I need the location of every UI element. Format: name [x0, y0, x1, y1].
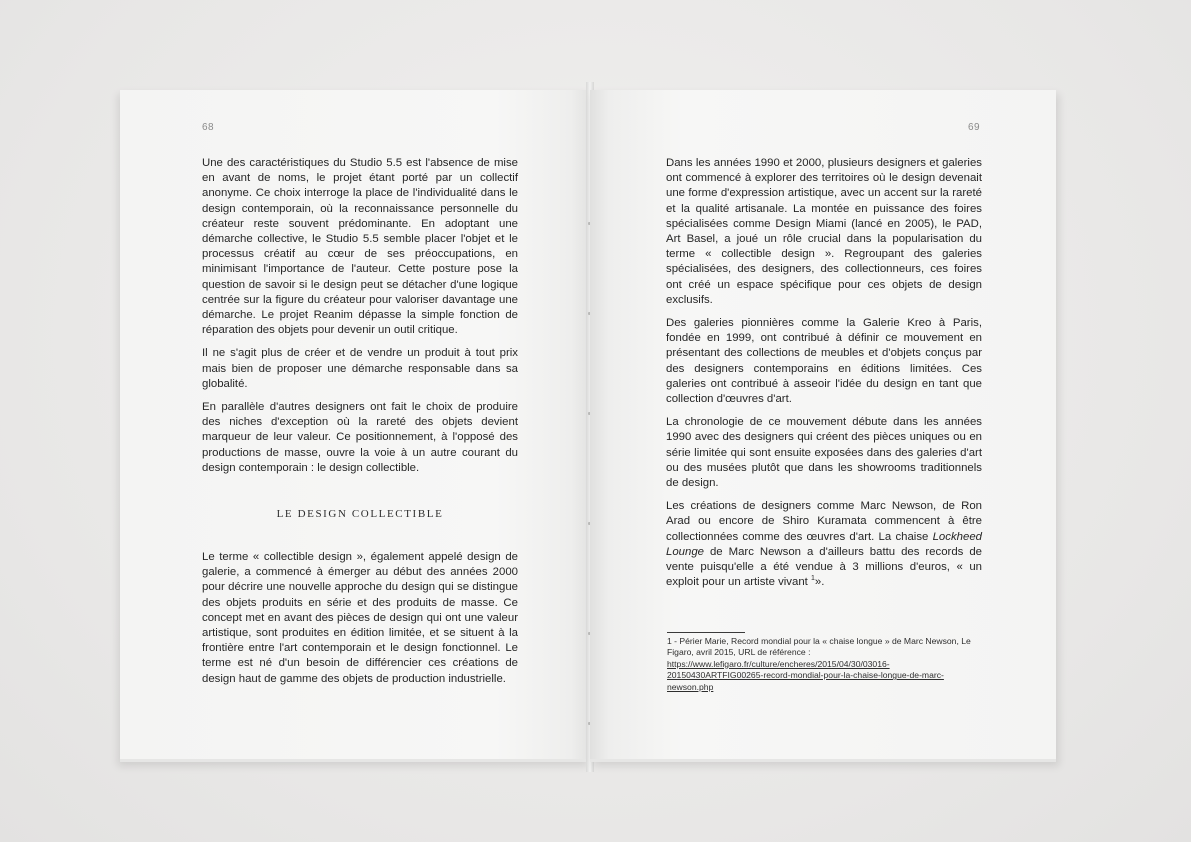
- paragraph: En parallèle d'autres designers ont fait le choix de produire des niches d'exception où la rareté des objets devient marqueur de leur valeur. Ce positionnement, à l'opposé des productions de masse, ouvre la voie à un autre courant du design contemporain : le design collectible.: [202, 401, 518, 474]
- footnote-reference: 1: [811, 575, 815, 583]
- right-column: [666, 156, 982, 598]
- paragraph-text: ».: [814, 576, 825, 589]
- left-column-bottom: [202, 550, 518, 695]
- left-column-top: [202, 156, 518, 484]
- open-booklet: [120, 82, 1060, 772]
- paragraph-text: de Marc Newson a d'ailleurs battu des records de vente puisqu'elle a été vendue à 3 millions d'euros, « un exploit pour un artiste vivant: [666, 545, 982, 589]
- left-page: [120, 90, 590, 762]
- paragraph-text: Les créations de designers comme Marc Newson, de Ron Arad ou encore de Shiro Kuramata commencent à être collectionnées comme des œuvres d'art. La chaise: [666, 500, 982, 543]
- right-page: [590, 90, 1056, 762]
- paragraph: La chronologie de ce mouvement débute dans les années 1990 avec des designers qui créent des pièces uniques ou en série limitée qui sont ensuite exposées dans des galeries d'art ou des musées plutôt que dans les showrooms traditionnels de design.: [666, 416, 982, 490]
- footnote-url: https://www.lefigaro.fr/culture/encheres/2015/04/30/03016-20150430ARTFIG00265-record-mondial-pour-la-chaise-longue-de-marc-newson.php: [667, 658, 944, 692]
- page-number-left: 68: [202, 122, 215, 133]
- page-number-right: 69: [968, 122, 981, 133]
- paragraph: Des galeries pionnières comme la Galerie Kreo à Paris, fondée en 1999, ont contribué à définir ce mouvement en présentant des collections de meubles et d'objets conçus par des designers contemporains en éditions limitées. Ces galeries ont contribué à asseoir l'idée du design en tant que collection d'œuvres d'art.: [666, 317, 982, 406]
- footnote-text: 1 - Périer Marie, Record mondial pour la « chaise longue » de Marc Newson, Le Figaro, avril 2015, URL de référence :: [667, 636, 971, 658]
- footnote: [667, 636, 983, 693]
- footnote-divider: [667, 632, 745, 633]
- italic-title: Lockheed Lounge: [666, 530, 982, 558]
- paragraph-with-footnote: [666, 499, 982, 590]
- paragraph: Dans les années 1990 et 2000, plusieurs designers et galeries ont commencé à explorer des territoires où le design devenait une forme d'expression artistique, avec un accent sur la rareté et la qualité artisanale. La montée en puissance des foires spécialisées comme Design Miami (lancé en 2005), le PAD, Art Basel, a joué un rôle crucial dans la popularisation du terme « collectible design ». Regroupant des galeries spécialisées, des designers, des collectionneurs, ces foires ont créé un espace spécifique pour ces objets de design exclusifs.: [666, 157, 982, 306]
- paragraph: Le terme « collectible design », également appelé design de galerie, a commencé à émerger au début des années 2000 pour décrire une nouvelle approche du design qui se distingue des objets produits en série et des produits de masse. Ce concept met en avant des pièces de design qui ont une valeur artistique, sont produites en édition limitée, et se situent à la frontière entre l'art contemporain et le design fonctionnel. Le terme est né d'un besoin de différencier ces créations de design haut de gamme des objets de production industrielle.: [202, 551, 518, 685]
- paragraph: Une des caractéristiques du Studio 5.5 est l'absence de mise en avant de noms, le projet étant porté par un collectif anonyme. Ce choix interroge la place de l'individualité dans le design contemporain, où la reconnaissance personnelle du créateur reste souvent prédominante. En adoptant une démarche collective, le Studio 5.5 semble placer l'objet et le processus créatif au cœur de ses préoccupations, en minimisant l'importance de l'auteur. Cette posture pose la question de savoir si le design peut se détacher d'une logique centrée sur la figure du créateur pour valoriser davantage une démarche. Le projet Reanim dépasse la simple fonction de réparation des objets pour devenir un outil critique.: [202, 157, 518, 337]
- section-heading: LE DESIGN COLLECTIBLE: [276, 508, 444, 520]
- paragraph: Il ne s'agit plus de créer et de vendre un produit à tout prix mais bien de proposer une démarche responsable dans sa globalité.: [202, 347, 518, 390]
